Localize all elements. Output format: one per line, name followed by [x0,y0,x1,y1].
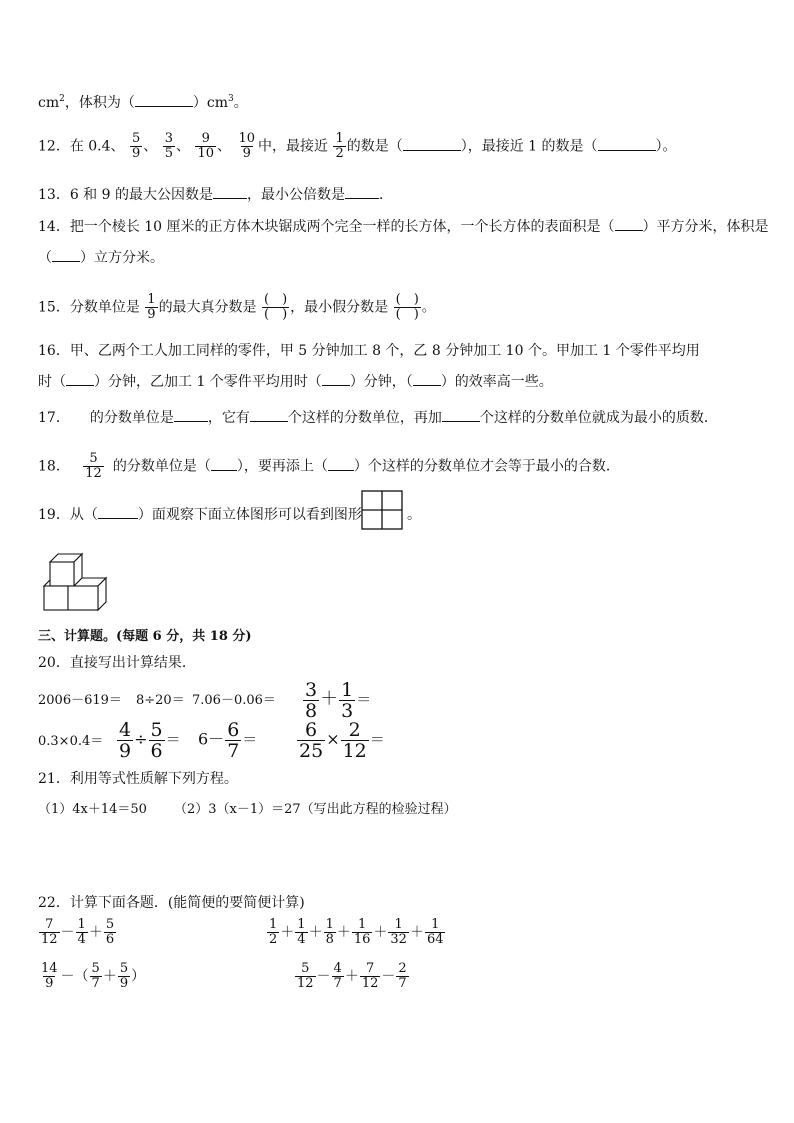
q12-blank-2[interactable] [598,138,656,151]
numerator: 5 [89,451,98,466]
q22-frac [267,918,279,947]
q22-expr-4 [294,962,410,991]
op: ＋ [102,968,117,985]
numerator: 1 [325,917,334,932]
q14-text: ）平方分米，体积是 [642,219,769,235]
q21-part-2: （2）3（x－1）＝27（写出此方程的检验过程） [174,802,457,817]
denominator: 2 [269,932,278,947]
op: － [60,924,75,941]
op: ＋ [88,924,103,941]
q14-text: （ [38,250,52,266]
eq: ＝ [369,730,385,749]
denominator: 9 [131,146,141,161]
q15-frac-blank-2[interactable] [394,293,421,322]
denominator: 9 [45,976,54,991]
q19-text: ）面观察下面立体图形可以看到图形 [137,507,362,523]
op: ＋ [336,924,351,941]
q22-frac [388,918,409,947]
q20-frac [225,720,241,761]
q20-frac [341,720,369,761]
q22-frac [76,918,88,947]
q22-frac [352,918,373,947]
q18-blank-1[interactable] [211,458,237,471]
q14-text: 14．把一个棱长 10 厘米的正方体木块锯成两个完全一样的长方体，一个长方体的表面积是（ [38,219,615,235]
q16-text: ）分钟，乙加工 1 个零件平均用时（ [94,374,322,390]
q22-frac [295,918,307,947]
op: ＋ [373,924,388,941]
q20-r2a: 0.3×0.4＝ [38,734,104,749]
q17-number: 17． [38,410,70,426]
q17-text: 个这样的分数单位就成为最小的质数． [479,410,718,426]
denominator: 12 [342,740,367,762]
numerator: 3 [305,679,318,701]
numerator: 6 [227,719,240,741]
q12-blank-1[interactable] [403,138,461,151]
q20-frac [303,680,319,721]
q14-text: ）立方分米。 [80,250,164,266]
denominator: 12 [85,466,102,481]
q20-r1c: 7.06－0.06＝ [192,693,276,708]
numerator: 9 [201,131,210,146]
numerator: 1 [269,917,278,932]
numerator: 1 [341,679,354,701]
numerator: 6 [305,719,318,741]
q15-text: ，最小假分数是 [290,299,389,316]
q14-line-1 [38,218,769,236]
denominator: 9 [119,976,129,991]
q17-text: ，它有 [207,410,250,426]
numerator: 3 [164,131,173,146]
numerator: 1 [394,917,403,932]
denominator: 12 [361,976,379,991]
q12-text: ），最接近 1 的数是（ [460,138,598,155]
q20-frac [297,720,325,761]
q20-r2c [198,720,257,761]
q18-blank-2[interactable] [328,458,354,471]
q11-line [38,90,248,112]
numerator: ( ) [264,292,288,307]
q16-text: ）的效率高一些。 [440,374,553,390]
q22-frac [396,962,408,991]
q22-expr-3 [38,962,145,991]
denominator: 12 [297,976,314,991]
denominator: 9 [147,307,156,322]
q18-number: 18． [38,458,70,475]
q17-line [38,409,718,427]
op: ＋ [308,924,323,941]
denominator: 16 [353,932,371,947]
q15-text: 15．分数单位是 [38,299,140,316]
numerator: 4 [119,719,132,741]
eq: ＝ [165,730,181,749]
numerator: 1 [357,917,367,932]
q17-blank-1[interactable] [174,409,208,422]
denominator: 9 [242,146,251,161]
denominator: 8 [325,932,334,947]
numerator: 5 [150,719,163,741]
numerator: ( ) [395,292,419,307]
denominator: 12 [41,932,58,947]
denominator: 6 [105,932,115,947]
numerator: 1 [431,917,440,932]
q12-frac-1 [130,132,142,161]
q12-end: ）。 [655,138,677,155]
q22-frac [332,962,344,991]
q22-frac [39,962,60,991]
q19-view-shape-icon [361,490,403,530]
op: － [381,968,396,985]
numerator: 2 [348,719,361,741]
q20-frac [339,680,355,721]
q12-frac-2 [163,132,175,161]
denominator: 7 [91,976,100,991]
q13-blank-1[interactable] [213,186,247,199]
numerator: 7 [45,917,54,932]
q11-text-unit: cm [38,95,60,111]
q19-blank[interactable] [98,506,138,519]
q11-blank[interactable] [135,94,193,107]
op: －（ [60,968,89,985]
cube-stack-figure [40,550,110,616]
q16-blank-3[interactable] [413,373,441,386]
denominator: 32 [390,932,407,947]
denominator: 7 [227,740,240,762]
q16-blank-1[interactable] [66,373,94,386]
q11-sup2: 2 [59,94,65,104]
eq: ＝ [242,730,258,749]
q12-line [38,132,677,161]
denominator: 6 [150,740,163,762]
op: × [326,729,340,749]
q19-text: 19．从（ [38,507,98,523]
q16-line-1 [38,342,700,360]
q16-text: 时（ [38,374,66,390]
q11-text-unit2: ）cm [192,95,228,111]
q13-text: ，最小公倍数是 [246,187,345,203]
numerator: 4 [333,961,342,976]
q20-r2d [296,720,385,761]
denominator: 7 [333,976,342,991]
numerator: 1 [147,292,156,307]
q22-expr-2 [266,918,446,947]
q19-line [38,506,362,524]
q14-blank-1[interactable] [615,218,643,231]
q13-blank-2[interactable] [345,186,379,199]
numerator: 5 [301,961,310,976]
op: － [316,968,331,985]
numerator: 1 [335,131,344,146]
q22-frac [39,918,60,947]
q13-text: 13．6 和 9 的最大公因数是 [38,187,213,203]
numerator: 10 [238,131,255,146]
numerator: 5 [119,961,129,976]
denominator: 8 [305,700,318,722]
q20-r1d [302,680,371,721]
q20-r2c-text: 6－ [198,729,225,749]
q22-frac [90,962,102,991]
numerator: 2 [398,961,407,976]
denominator: 64 [426,932,444,947]
eq: ＝ [356,690,372,709]
q20-r1a: 2006－619＝ [38,693,122,708]
numerator: 7 [365,961,375,976]
denominator: 7 [398,976,407,991]
q22-frac [104,918,116,947]
q22-frac [295,962,316,991]
q12-text: 中，最接近 [258,138,328,155]
q12-frac-4 [236,132,257,161]
q20-frac [149,720,165,761]
op: ） [131,968,146,985]
denominator: ( ) [264,307,288,322]
denominator: 9 [119,740,132,762]
denominator: 4 [77,932,86,947]
section-3-heading: 三、计算题。(每题 6 分，共 18 分) [38,629,252,644]
q22-expr-1 [38,918,117,947]
q11-sup3: 3 [227,94,234,104]
numerator: 1 [297,917,306,932]
q22-frac [425,918,446,947]
q12-sep: 、 [176,138,190,155]
q21-title: 21．利用等式性质解下列方程。 [38,771,238,787]
q13-end: ． [378,187,393,203]
numerator: 5 [131,131,141,146]
q12-sep: 、 [217,138,231,155]
denominator: 4 [297,932,306,947]
numerator: 5 [91,961,100,976]
q15-text: 的最大真分数是 [158,299,257,316]
q20-frac [117,720,133,761]
q14-line-2 [38,249,164,267]
q22-frac [360,962,381,991]
q15-frac-blank-1[interactable] [262,293,289,322]
denominator: ( ) [395,307,419,322]
q20-r1b: 8÷20＝ [136,693,185,708]
denominator: 25 [299,740,324,762]
q11-text: ，体积为（ [64,95,135,111]
q21-part-1: （1）4x＋14＝50 [38,802,147,817]
denominator: 3 [341,700,354,722]
q12-frac-5 [333,132,345,161]
q22-frac [118,962,130,991]
q17-text: 的分数单位是 [89,410,174,426]
q12-text: 的数是（ [346,138,403,155]
numerator: 5 [105,917,115,932]
q12-sep: 、 [143,138,158,155]
op: ÷ [134,729,148,749]
op: ＋ [280,924,295,941]
numerator: 1 [77,917,86,932]
q14-blank-2[interactable] [52,249,80,262]
q16-line-2 [38,373,553,391]
q18-line [38,452,620,481]
q19-end: 。 [407,507,421,523]
q13-line [38,186,393,204]
q15-frac-unit [145,293,157,322]
q17-text: 个这样的分数单位，再加 [287,410,442,426]
q11-end: 。 [233,95,248,111]
q20-r2b [116,720,181,761]
q17-blank-2[interactable] [250,409,288,422]
q22-frac [324,918,336,947]
q18-text: ）个这样的分数单位才会等于最小的合数． [353,458,620,475]
q16-text: 16．甲、乙两个工人加工同样的零件，甲 5 分钟加工 8 个，乙 8 分钟加工 10 个。甲加工 1 个零件平均用 [38,343,700,359]
q20-title: 20．直接写出计算结果． [38,655,196,671]
q17-blank-3[interactable] [442,409,480,422]
op: ＋ [409,924,424,941]
q18-text: 的分数单位是（ [112,458,211,475]
q12-text: 12．在 0.4、 [38,138,125,155]
op: ＋ [344,968,359,985]
q18-frac [83,452,104,481]
q12-frac-3 [195,132,216,161]
q16-text: ）分钟，（ [349,374,413,390]
numerator: 14 [41,961,58,976]
q15-line [38,293,436,322]
denominator: 5 [164,146,173,161]
op: ＋ [320,688,339,710]
q16-blank-2[interactable] [322,373,350,386]
q15-end: 。 [421,299,436,316]
q22-title: 22．计算下面各题．(能简便的要简便计算) [38,895,305,911]
q18-text: ），要再添上（ [236,458,328,475]
denominator: 10 [197,146,214,161]
denominator: 2 [335,146,344,161]
